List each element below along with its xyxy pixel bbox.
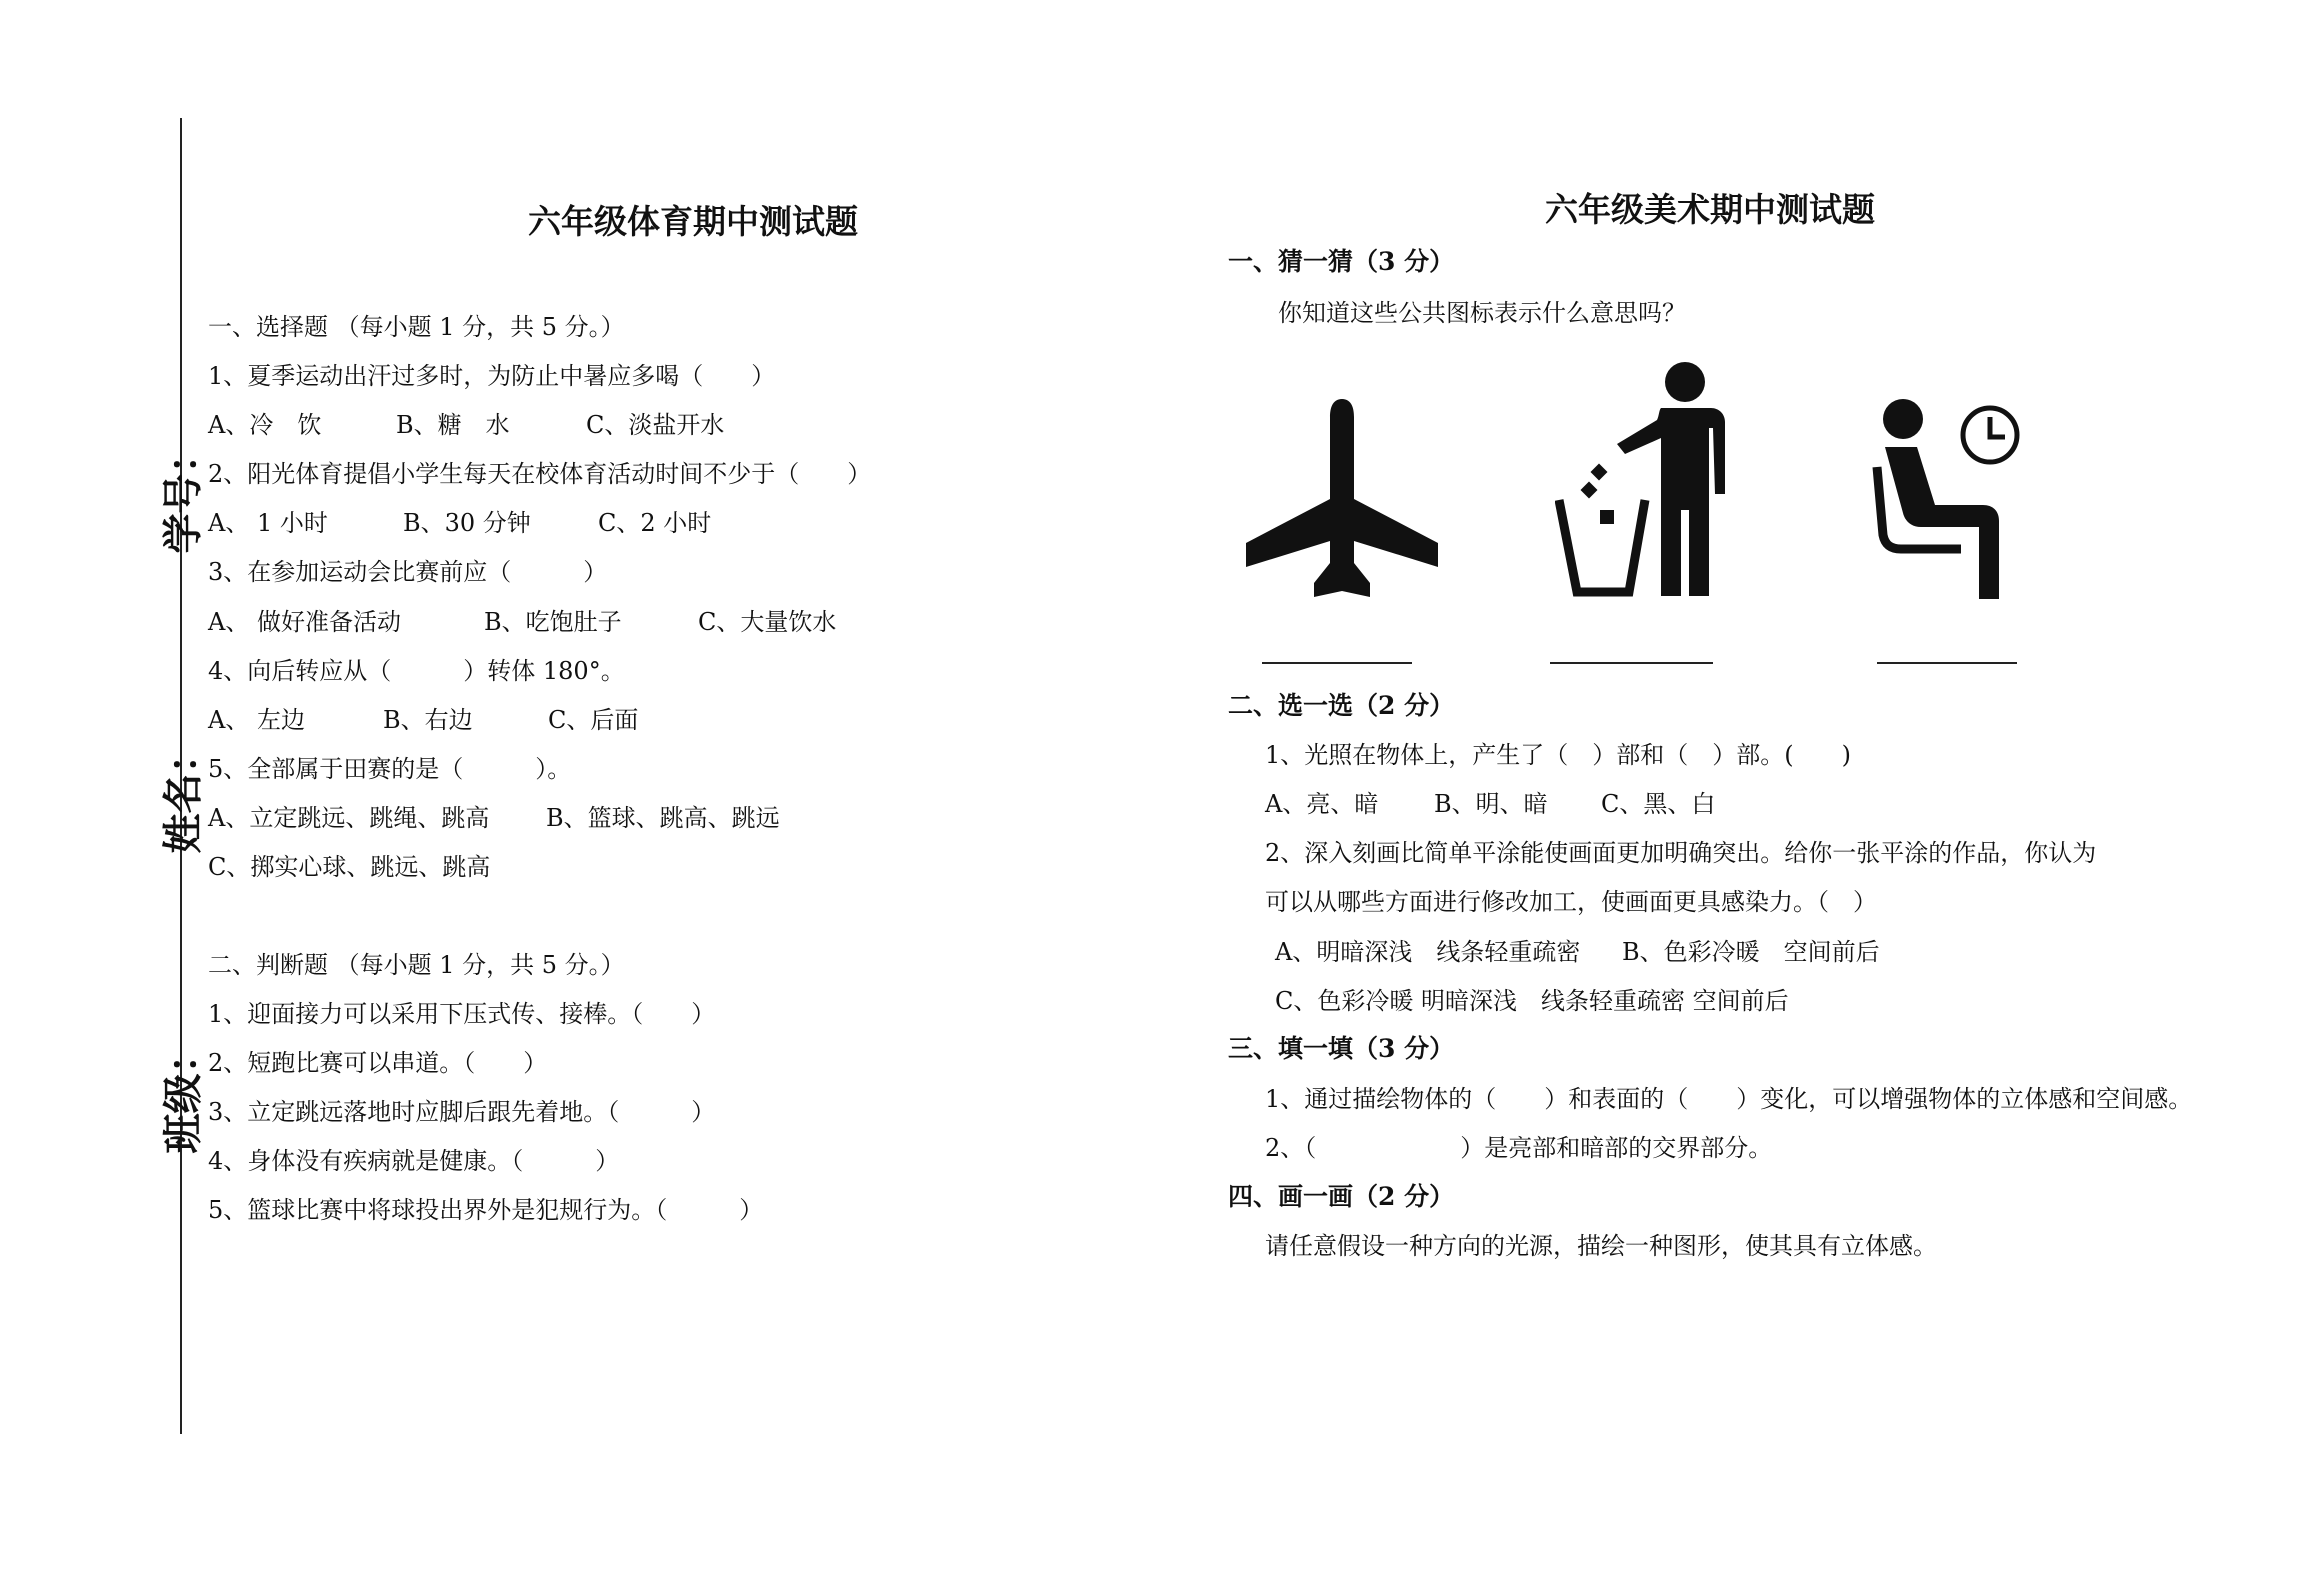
art-fill-q1: 1、通过描绘物体的（ ）和表面的（ ）变化，可以增强物体的立体感和空间感。	[1265, 1085, 2193, 1113]
art-draw-prompt: 请任意假设一种方向的光源，描绘一种图形，使其具有立体感。	[1265, 1232, 1937, 1260]
art-choose-q2-option-a: A、明暗深浅 线条轻重疏密	[1275, 938, 1581, 966]
pe-judgement-3: 3、立定跳远落地时应脚后跟先着地。（ ）	[208, 1098, 716, 1126]
pe-section-choice: 一、选择题 （每小题 1 分，共 5 分。）	[208, 313, 625, 341]
art-choose-q2-option-b: B、色彩冷暖 空间前后	[1622, 938, 1880, 966]
pe-judgement-2: 2、短跑比赛可以串道。（ ）	[208, 1049, 548, 1077]
airplane-icon	[1242, 395, 1442, 605]
art-fill-q2: 2、（ ）是亮部和暗部的交界部分。	[1265, 1134, 1773, 1162]
art-section-draw: 四、画一画（2 分）	[1228, 1182, 1455, 1211]
pe-q4-option-c: C、后面	[548, 706, 639, 734]
art-choose-q1-option-c: C、黑、白	[1601, 790, 1716, 818]
art-section-guess: 一、猜一猜（3 分）	[1228, 247, 1455, 276]
art-exam-title: 六年级美术期中测试题	[1545, 190, 1875, 229]
art-choose-q2-option-c: C、色彩冷暖 明暗深浅 线条轻重疏密 空间前后	[1275, 987, 1789, 1015]
pe-q3-option-c: C、大量饮水	[698, 608, 837, 636]
pe-section-judgement: 二、判断题 （每小题 1 分，共 5 分。）	[208, 951, 625, 979]
answer-line-1[interactable]	[1262, 662, 1412, 664]
art-choose-q2-line1: 2、深入刻画比简单平涂能使画面更加明确突出。给你一张平涂的作品，你认为	[1265, 839, 2097, 867]
pe-q3: 3、在参加运动会比赛前应（ ）	[208, 558, 608, 586]
art-section-choose: 二、选一选（2 分）	[1228, 691, 1455, 720]
pe-judgement-5: 5、篮球比赛中将球投出界外是犯规行为。（ ）	[208, 1196, 764, 1224]
student-number-label: 学号：	[160, 433, 207, 554]
pe-q5-option-b: B、篮球、跳高、跳远	[546, 804, 780, 832]
pe-q2-option-b: B、30 分钟	[403, 509, 531, 537]
litter-bin-icon	[1555, 360, 1735, 600]
pe-q3-option-a: A、 做好准备活动	[208, 608, 401, 636]
pe-q2: 2、阳光体育提倡小学生每天在校体育活动时间不少于（ ）	[208, 460, 872, 488]
pe-q1-option-c: C、淡盐开水	[586, 411, 725, 439]
art-choose-q1-option-b: B、明、暗	[1434, 790, 1548, 818]
student-name-label: 姓名：	[160, 733, 207, 854]
pe-q3-option-b: B、吃饱肚子	[484, 608, 622, 636]
pe-judgement-1: 1、迎面接力可以采用下压式传、接棒。（ ）	[208, 1000, 716, 1028]
pe-q4-option-b: B、右边	[383, 706, 473, 734]
art-choose-q1-option-a: A、亮、暗	[1265, 790, 1379, 818]
pe-exam-title: 六年级体育期中测试题	[528, 202, 858, 241]
pe-q5-option-c: C、掷实心球、跳远、跳高	[208, 853, 491, 881]
pe-q4-option-a: A、 左边	[208, 706, 305, 734]
pe-q5-option-a: A、立定跳远、跳绳、跳高	[208, 804, 490, 832]
pe-judgement-4: 4、身体没有疾病就是健康。（ ）	[208, 1147, 620, 1175]
art-choose-q2-line2: 可以从哪些方面进行修改加工，使画面更具感染力。（ ）	[1265, 888, 1877, 916]
pe-q2-option-a: A、 1 小时	[208, 509, 328, 537]
art-guess-prompt: 你知道这些公共图标表示什么意思吗？	[1278, 299, 1686, 327]
art-section-fill: 三、填一填（3 分）	[1228, 1034, 1455, 1063]
pe-q1: 1、夏季运动出汗过多时，为防止中暑应多喝（ ）	[208, 362, 776, 390]
class-label: 班级：	[160, 1033, 207, 1154]
pe-q4: 4、向后转应从（ ）转体 180°。	[208, 657, 625, 685]
pe-q1-option-b: B、糖 水	[396, 411, 510, 439]
answer-line-2[interactable]	[1550, 662, 1713, 664]
art-choose-q1: 1、光照在物体上，产生了（ ）部和（ ）部。( )	[1265, 741, 1851, 769]
waiting-room-icon	[1865, 395, 2025, 605]
pe-q5: 5、全部属于田赛的是（ ）。	[208, 755, 572, 783]
pe-q2-option-c: C、2 小时	[598, 509, 712, 537]
answer-line-3[interactable]	[1877, 662, 2017, 664]
pe-q1-option-a: A、冷 饮	[208, 411, 322, 439]
